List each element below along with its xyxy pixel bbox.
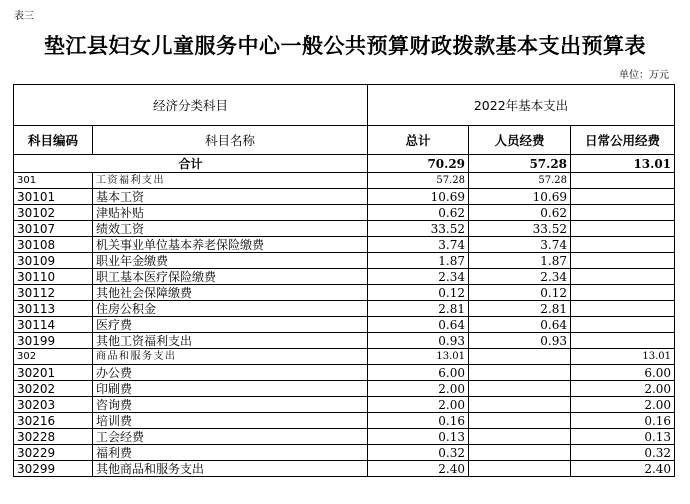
table-row	[14, 205, 675, 221]
row-name: 其他商品和服务支出	[93, 461, 368, 477]
row-personnel: 0.64	[469, 317, 571, 333]
row-total: 0.93	[368, 333, 469, 349]
row-code: 30101	[14, 189, 93, 205]
row-personnel	[469, 413, 571, 429]
row-personnel	[469, 381, 571, 397]
row-name: 工会经费	[93, 429, 368, 445]
row-total: 0.62	[368, 205, 469, 221]
row-total: 6.00	[368, 365, 469, 381]
total-row	[14, 155, 675, 173]
total-header: 总计	[368, 126, 469, 155]
table-row	[14, 285, 675, 301]
table-row	[14, 349, 675, 365]
row-personnel	[469, 461, 571, 477]
row-daily	[571, 317, 675, 333]
table-row	[14, 189, 675, 205]
row-daily	[571, 221, 675, 237]
row-code: 30113	[14, 301, 93, 317]
row-daily: 0.13	[571, 429, 675, 445]
row-daily	[571, 253, 675, 269]
total-daily: 13.01	[571, 155, 675, 173]
header-row-columns	[14, 126, 675, 155]
row-daily: 6.00	[571, 365, 675, 381]
row-code: 30228	[14, 429, 93, 445]
row-daily: 13.01	[571, 349, 675, 365]
row-daily	[571, 173, 675, 189]
row-total: 0.13	[368, 429, 469, 445]
table-row	[14, 413, 675, 429]
row-code: 30299	[14, 461, 93, 477]
table-row	[14, 237, 675, 253]
row-personnel	[469, 365, 571, 381]
table-number-tag: 表三	[14, 11, 34, 22]
row-code: 30109	[14, 253, 93, 269]
row-personnel: 0.12	[469, 285, 571, 301]
row-total: 3.74	[368, 237, 469, 253]
row-personnel	[469, 397, 571, 413]
personnel-header: 人员经费	[469, 126, 571, 155]
row-name: 医疗费	[93, 317, 368, 333]
row-name: 津贴补贴	[93, 205, 368, 221]
row-personnel: 2.34	[469, 269, 571, 285]
row-code: 302	[14, 349, 93, 365]
row-daily	[571, 205, 675, 221]
row-personnel	[469, 429, 571, 445]
row-personnel: 33.52	[469, 221, 571, 237]
row-total: 0.64	[368, 317, 469, 333]
table-row	[14, 429, 675, 445]
row-personnel: 1.87	[469, 253, 571, 269]
table-row	[14, 397, 675, 413]
table-row	[14, 301, 675, 317]
row-name: 职业年金缴费	[93, 253, 368, 269]
unit-label: 单位：万元	[619, 70, 669, 81]
row-code: 30203	[14, 397, 93, 413]
row-daily	[571, 269, 675, 285]
budget-table	[13, 84, 675, 477]
table-row	[14, 173, 675, 189]
row-name: 住房公积金	[93, 301, 368, 317]
row-code: 30102	[14, 205, 93, 221]
row-name: 咨询费	[93, 397, 368, 413]
row-personnel	[469, 349, 571, 365]
row-total: 2.34	[368, 269, 469, 285]
row-total: 33.52	[368, 221, 469, 237]
total-personnel: 57.28	[469, 155, 571, 173]
row-name: 基本工资	[93, 189, 368, 205]
row-daily	[571, 237, 675, 253]
row-code: 30114	[14, 317, 93, 333]
row-name: 绩效工资	[93, 221, 368, 237]
row-name: 福利费	[93, 445, 368, 461]
table-row	[14, 333, 675, 349]
row-name: 印刷费	[93, 381, 368, 397]
row-total: 2.00	[368, 381, 469, 397]
row-personnel: 0.62	[469, 205, 571, 221]
row-total: 57.28	[368, 173, 469, 189]
row-personnel	[469, 445, 571, 461]
row-code: 30108	[14, 237, 93, 253]
table-row	[14, 365, 675, 381]
row-total: 2.00	[368, 397, 469, 413]
row-daily: 2.00	[571, 397, 675, 413]
row-daily: 2.00	[571, 381, 675, 397]
row-name: 工资福利支出	[93, 173, 368, 189]
row-code: 30112	[14, 285, 93, 301]
row-code: 30216	[14, 413, 93, 429]
row-name: 商品和服务支出	[93, 349, 368, 365]
row-code: 301	[14, 173, 93, 189]
row-code: 30201	[14, 365, 93, 381]
row-daily: 0.32	[571, 445, 675, 461]
row-name: 培训费	[93, 413, 368, 429]
row-total: 1.87	[368, 253, 469, 269]
page-title: 垫江县妇女儿童服务中心一般公共预算财政拨款基本支出预算表	[44, 33, 646, 58]
row-code: 30199	[14, 333, 93, 349]
table-row	[14, 221, 675, 237]
table-row	[14, 317, 675, 333]
table-row	[14, 269, 675, 285]
row-code: 30107	[14, 221, 93, 237]
row-total: 2.40	[368, 461, 469, 477]
row-daily	[571, 333, 675, 349]
row-total: 0.16	[368, 413, 469, 429]
row-daily: 2.40	[571, 461, 675, 477]
row-daily	[571, 301, 675, 317]
year-expense-header: 2022年基本支出	[368, 85, 675, 126]
row-total: 2.81	[368, 301, 469, 317]
daily-header: 日常公用经费	[571, 126, 675, 155]
table-row	[14, 253, 675, 269]
row-personnel: 2.81	[469, 301, 571, 317]
table-row	[14, 381, 675, 397]
row-total: 13.01	[368, 349, 469, 365]
row-name: 其他工资福利支出	[93, 333, 368, 349]
table-row	[14, 461, 675, 477]
total-sum: 70.29	[368, 155, 469, 173]
row-personnel: 10.69	[469, 189, 571, 205]
row-total: 0.32	[368, 445, 469, 461]
row-code: 30229	[14, 445, 93, 461]
row-name: 机关事业单位基本养老保险缴费	[93, 237, 368, 253]
row-code: 30202	[14, 381, 93, 397]
code-header: 科目编码	[14, 126, 93, 155]
header-row-top	[14, 85, 675, 126]
row-daily	[571, 285, 675, 301]
name-header: 科目名称	[93, 126, 368, 155]
row-daily	[571, 189, 675, 205]
row-code: 30110	[14, 269, 93, 285]
row-name: 办公费	[93, 365, 368, 381]
table-row	[14, 445, 675, 461]
row-personnel: 57.28	[469, 173, 571, 189]
row-daily: 0.16	[571, 413, 675, 429]
row-name: 其他社会保障缴费	[93, 285, 368, 301]
row-name: 职工基本医疗保险缴费	[93, 269, 368, 285]
row-personnel: 3.74	[469, 237, 571, 253]
row-total: 10.69	[368, 189, 469, 205]
row-personnel: 0.93	[469, 333, 571, 349]
total-label: 合计	[14, 155, 368, 173]
row-total: 0.12	[368, 285, 469, 301]
economic-class-header: 经济分类科目	[14, 85, 368, 126]
